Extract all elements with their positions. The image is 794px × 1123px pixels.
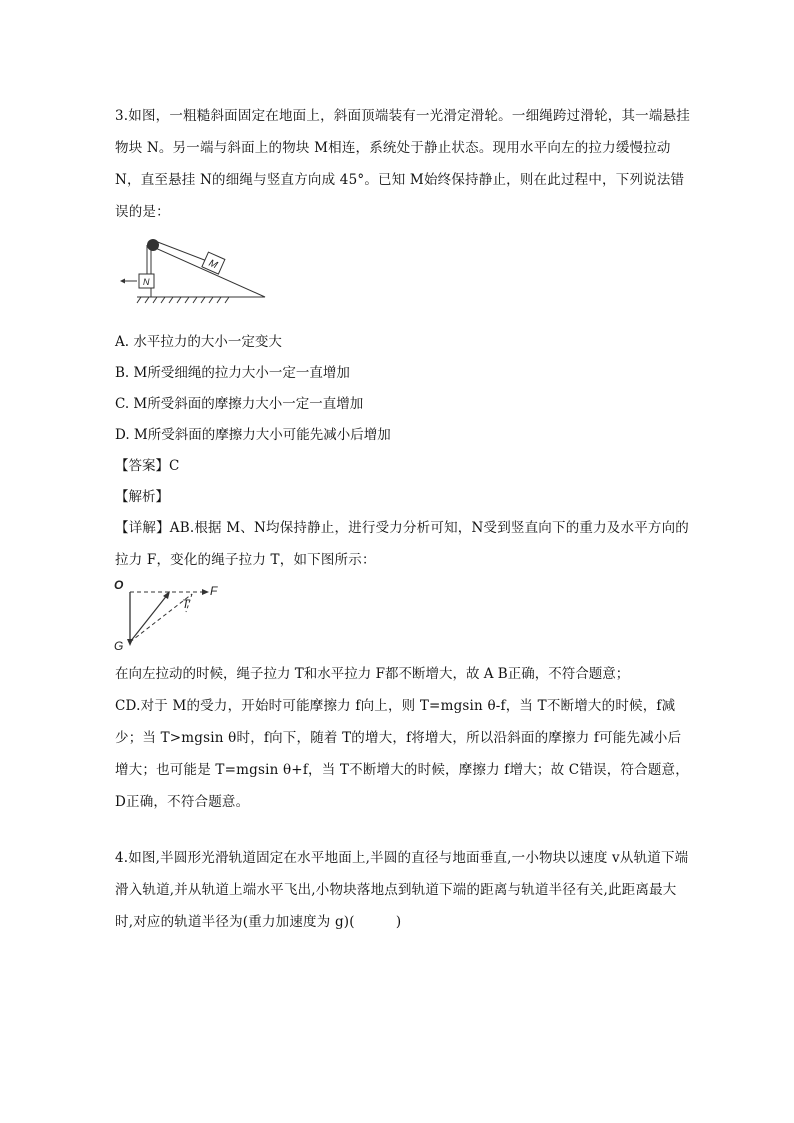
q3-detail-1: 【详解】AB.根据 M、N均保持静止，进行受力分析可知，N受到竖直向下的重力及水平方向的拉力 F，变化的绳子拉力 T，如下图所示： [115,520,689,568]
vector-result [130,594,168,642]
block-n-label: N [143,277,150,287]
label-g: G [114,639,124,653]
label-t: T [182,597,190,611]
q3-answer: 【答案】C [115,458,180,474]
q3-option-a: A. 水平拉力的大小一定变大 [115,334,282,350]
incline-pulley-figure [115,232,275,312]
arrow-head-icon [120,279,125,284]
q3-option-d: D. M所受斜面的摩擦力大小可能先减小后增加 [115,427,391,443]
vector-t [130,594,192,642]
block-m-label: M [206,257,220,272]
ground-hatch [137,297,265,303]
q3-stem: 3.如图，一粗糙斜面固定在地面上，斜面顶端装有一光滑定滑轮。一细绳跨过滑轮，其一端悬挂物块 N。另一端与斜面上的物块 M相连，系统处于静止状态。现用水平向左的拉力缓慢拉动 N，直至悬挂 N的细绳与竖直方向成 45°。已知 M始终保持静止，则在此过程中，下列说法错误的是： [115,108,690,220]
q3-detail-3: CD.对于 M的受力，开始时可能摩擦力 f向上，则 T=mgsin θ-f，当 T不断增大的时候，f减少；当 T>mgsin θ时，f向下，随着 T的增大，f将增大，所以沿斜面的摩擦力 f可能先减小后增大；也可能是 T=mgsin θ+f，当 T不断增大的时候，摩擦力 f增大；故 C错误，符合题意，D正确，不符合题意。 [115,698,689,810]
vector-f-head-icon [202,589,209,595]
label-o: O [114,578,124,592]
q3-analysis-title: 【解析】 [115,489,169,505]
force-diagram [112,578,242,656]
pulley [147,239,159,251]
q3-option-b: B. M所受细绳的拉力大小一定一直增加 [115,365,350,381]
q3-option-c: C. M所受斜面的摩擦力大小一定一直增加 [115,396,364,412]
q3-detail-2: 在向左拉动的时候，绳子拉力 T和水平拉力 F都不断增大，故 A B正确，不符合题意； [115,666,630,682]
q4-stem: 4.如图,半圆形光滑轨道固定在水平地面上,半圆的直径与地面垂直,一小物块以速度 v从轨道下端滑入轨道,并从轨道上端水平飞出,小物块落地点到轨道下端的距离与轨道半径有关,此距离最大时,对应的轨道半径为(重力加速度为 g)( ) [115,850,689,930]
label-f: F [210,584,218,598]
